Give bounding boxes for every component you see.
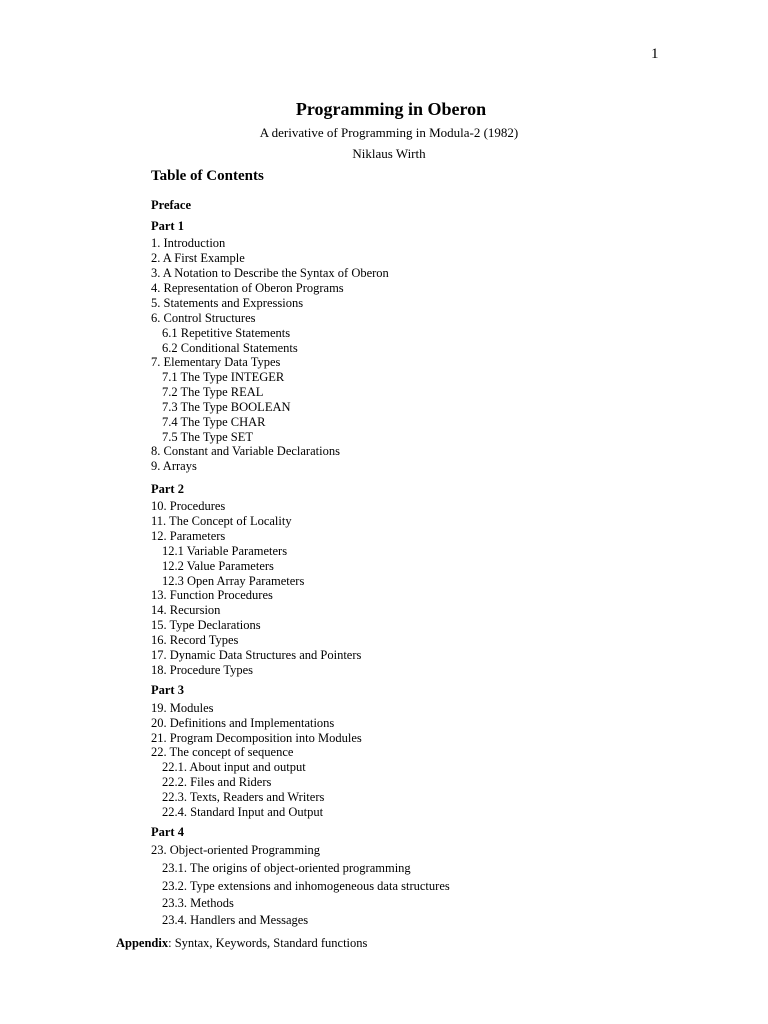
- document-title: Programming in Oberon: [295, 99, 487, 119]
- toc-part-heading: Part 2: [151, 482, 184, 496]
- toc-part-heading: Preface: [151, 198, 192, 212]
- appendix-line: [116, 936, 367, 951]
- toc-chapter: 19. Modules: [151, 701, 214, 715]
- toc-subsection: 7.4 The Type CHAR: [162, 415, 266, 429]
- toc-subsection: 6.1 Repetitive Statements: [162, 326, 291, 340]
- toc-subsection: 7.3 The Type BOOLEAN: [162, 400, 291, 414]
- toc-subsection: 12.1 Variable Parameters: [162, 544, 288, 558]
- toc-chapter: 5. Statements and Expressions: [151, 296, 304, 310]
- toc-chapter: 16. Record Types: [151, 633, 239, 647]
- toc-chapter: 14. Recursion: [151, 603, 221, 617]
- appendix-label: Appendix: [116, 936, 169, 950]
- appendix-text: : Syntax, Keywords, Standard functions: [168, 936, 368, 950]
- toc-subsection: 7.2 The Type REAL: [162, 385, 264, 399]
- toc-subsection: 23.3. Methods: [162, 896, 234, 910]
- toc-subsection: 7.1 The Type INTEGER: [162, 370, 285, 384]
- document-subtitle: A derivative of Programming in Modula-2 (1982): [259, 125, 519, 140]
- toc-chapter: 1. Introduction: [151, 236, 226, 250]
- toc-chapter: 15. Type Declarations: [151, 618, 261, 632]
- toc-chapter: 9. Arrays: [151, 459, 197, 473]
- toc-chapter: 21. Program Decomposition into Modules: [151, 731, 362, 745]
- toc-chapter: 11. The Concept of Locality: [151, 514, 292, 528]
- toc-subsection: 22.3. Texts, Readers and Writers: [162, 790, 325, 804]
- toc-subsection: 22.4. Standard Input and Output: [162, 805, 324, 819]
- toc-chapter: 4. Representation of Oberon Programs: [151, 281, 344, 295]
- toc-part-heading: Part 4: [151, 825, 184, 839]
- page-number: 1: [651, 46, 659, 62]
- toc-heading: Table of Contents: [151, 168, 264, 184]
- toc-subsection: 12.2 Value Parameters: [162, 559, 274, 573]
- toc-chapter: 17. Dynamic Data Structures and Pointers: [151, 648, 362, 662]
- toc-part-heading: Part 1: [151, 219, 184, 233]
- toc-chapter: 20. Definitions and Implementations: [151, 716, 335, 730]
- toc-chapter: 8. Constant and Variable Declarations: [151, 444, 340, 458]
- toc-subsection: 12.3 Open Array Parameters: [162, 574, 305, 588]
- toc-chapter: 13. Function Procedures: [151, 588, 273, 602]
- toc-chapter: 22. The concept of sequence: [151, 745, 294, 759]
- toc-chapter: 7. Elementary Data Types: [151, 355, 281, 369]
- toc-subsection: 22.1. About input and output: [162, 760, 306, 774]
- toc-chapter: 2. A First Example: [151, 251, 245, 265]
- toc-part-heading: Part 3: [151, 683, 184, 697]
- toc-subsection: 23.1. The origins of object-oriented programming: [162, 861, 411, 875]
- toc-subsection: 22.2. Files and Riders: [162, 775, 272, 789]
- document-author: Niklaus Wirth: [352, 146, 426, 161]
- toc-chapter: 12. Parameters: [151, 529, 226, 543]
- toc-subsection: 23.2. Type extensions and inhomogeneous data structures: [162, 879, 450, 893]
- toc-chapter: 10. Procedures: [151, 499, 226, 513]
- toc-subsection: 23.4. Handlers and Messages: [162, 913, 309, 927]
- toc-chapter: 18. Procedure Types: [151, 663, 253, 677]
- toc-subsection: 6.2 Conditional Statements: [162, 341, 298, 355]
- toc-chapter: 23. Object-oriented Programming: [151, 843, 321, 857]
- toc-chapter: 6. Control Structures: [151, 311, 256, 325]
- toc-chapter: 3. A Notation to Describe the Syntax of Oberon: [151, 266, 389, 280]
- toc-subsection: 7.5 The Type SET: [162, 430, 254, 444]
